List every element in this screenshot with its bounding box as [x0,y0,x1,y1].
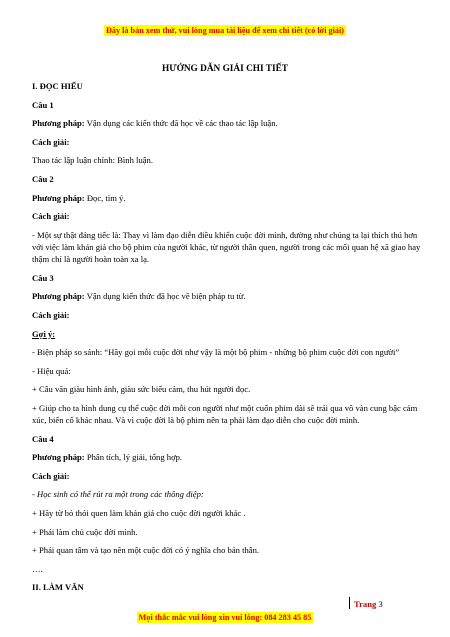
q1-heading: Câu 1 [32,99,54,110]
page-number-value: 3 [378,599,383,609]
q3-line4: + Giúp cho ta hình dung cụ thể cuộc đời mỗi con người như một cuốn phim dài sẽ trải qua vô vàn cung bậc cảm xúc, biến cố khác nhau. Và vì cuộc đời là bộ phim nên ta phải làm đạo diễn cho cuộc đời mình. [32,402,418,426]
q4-line3: + Phải quan tâm và tạo nên một cuộc đời có ý nghĩa cho bản thân. [32,545,260,556]
q2-answer: - Một sự thật đáng tiếc là: Thay vì làm đạo diễn điều khiển cuộc đời mình, đường như chúng ta lại thích thú hơn với việc làm khán giả cho bộ phim của người khác, từ người thân quen, người trong các mối quan hệ xã giao hay thậm chí là người hoàn toàn xa lạ. [32,229,421,265]
q2-solution-label: Cách giải: [32,211,70,222]
q4-method-text: Phân tích, lý giải, tổng hợp. [84,452,183,463]
q2-method-label: Phương pháp: [32,192,85,203]
q3-line3: + Câu văn giàu hình ảnh, giàu sức biểu cảm, thu hút người đọc. [32,384,251,395]
q1-method-label: Phương pháp: [32,118,85,129]
q4-solution-label: Cách giải: [32,470,70,481]
q4-method-label: Phương pháp: [32,452,85,463]
page-label: Trang [354,599,377,609]
q3-hint-label: Gợi ý: [32,328,56,339]
page-number [354,599,383,609]
q1-method [32,117,424,129]
footer-divider [349,597,350,609]
q3-method [32,290,424,302]
section-heading-writing: II. LÀM VĂN [32,582,84,593]
q3-line1: - Biện pháp so sánh: “Hãy gọi mỗi cuộc đời như vậy là một bộ phim - những bộ phim cuộc đời con người” [32,347,400,358]
section-heading-reading: I. ĐỌC HIỂU [32,81,83,91]
q4-line2: + Phải làm chủ cuộc đời mình. [32,526,138,537]
q2-method-text: Đọc, tìm ý. [84,192,126,203]
q2-method [32,192,424,204]
q4-line1: + Hãy từ bỏ thói quen làm khán giả cho cuộc đời người khác . [32,508,246,519]
q1-solution-label: Cách giải: [32,136,70,147]
page-title: HƯỚNG DẪN GIẢI CHI TIẾT [161,64,289,74]
q2-heading: Câu 2 [32,173,54,184]
q3-line2: - Hiệu quả: [32,365,71,376]
contact-banner-text: Mọi thắc mắc vui lòng xin vui lòng: 084 283 45 85 [138,613,312,622]
q4-intro: - Học sinh có thể rút ra một trong các thông điệp: [32,489,204,500]
document-body [32,80,424,600]
q1-answer: Thao tác lập luận chính: Bình luận. [32,155,153,166]
q4-ellipsis: …. [32,563,43,574]
q4-heading: Câu 4 [32,433,54,444]
q3-method-label: Phương pháp: [32,291,85,302]
preview-banner [0,26,450,35]
q1-method-text: Vận dụng các kiến thức đã học về các thao tác lập luận. [84,118,278,129]
preview-banner-text: Đây là bản xem thử, vui lòng mua tài liệu để xem chi tiết (có lời giải) [105,26,344,35]
q3-solution-label: Cách giải: [32,309,70,320]
q4-method [32,451,424,463]
contact-banner [0,613,450,622]
q3-heading: Câu 3 [32,272,54,283]
q3-method-text: Vận dụng kiến thức đã học về biện pháp tu từ. [84,291,246,302]
